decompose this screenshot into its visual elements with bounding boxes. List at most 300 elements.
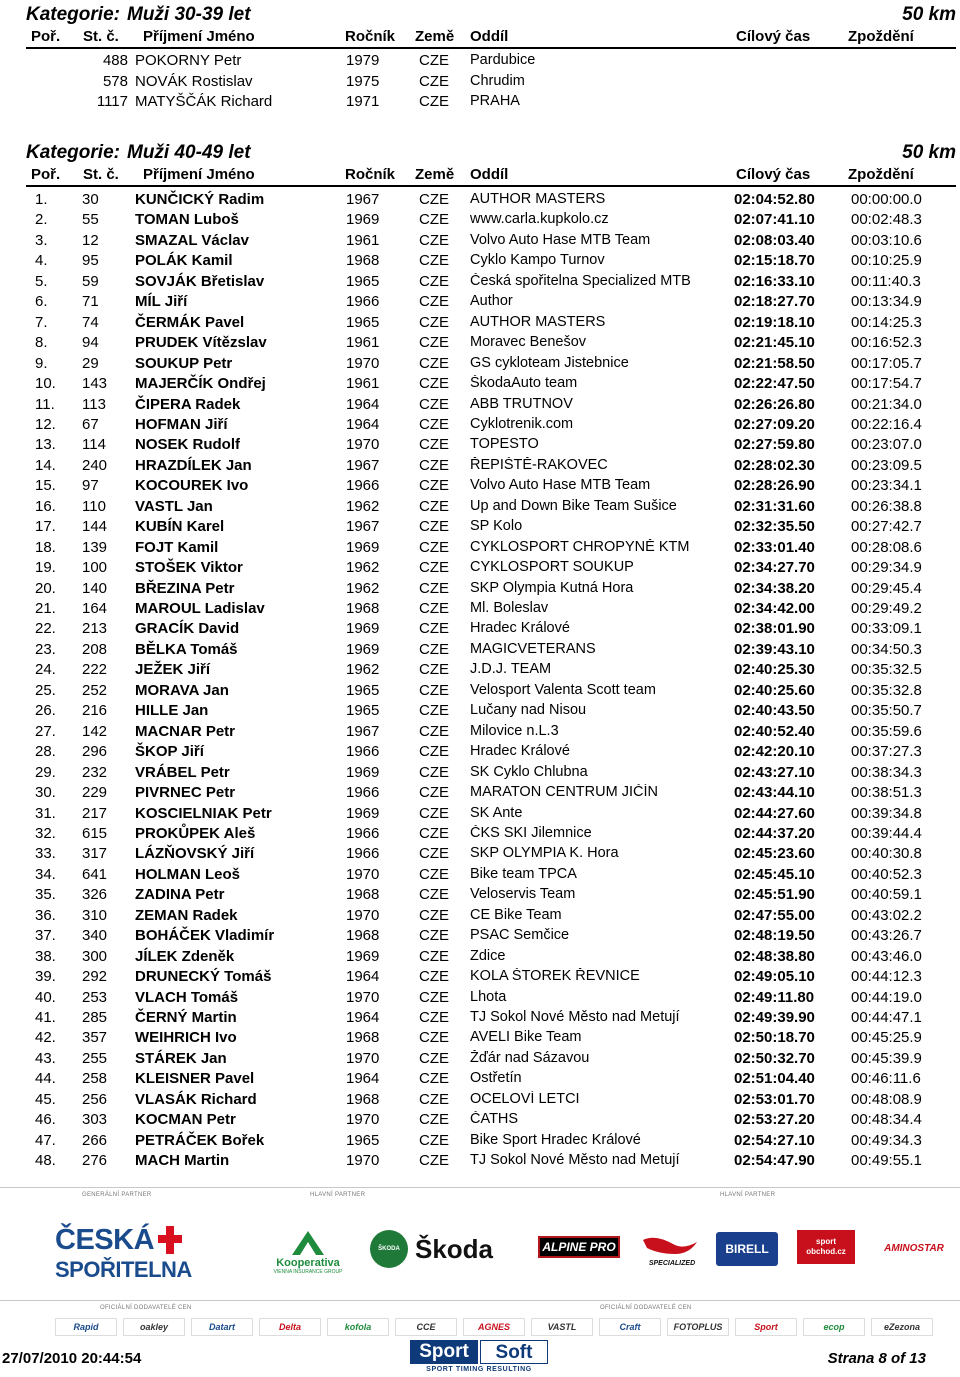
club-cell: CE Bike Team	[470, 906, 562, 923]
delay-cell: 00:46:11.6	[851, 1070, 921, 1088]
delay-cell: 00:35:32.5	[851, 661, 922, 679]
club-cell: Zdice	[470, 947, 506, 964]
bib-cell: 139	[82, 538, 108, 556]
year-cell: 1966	[346, 743, 380, 761]
year-cell: 1968	[346, 252, 380, 270]
country-cell: CZE	[419, 1152, 449, 1170]
rank-cell: 14.	[35, 456, 56, 474]
country-cell: CZE	[419, 538, 449, 556]
club-cell: Moravec Benešov	[470, 334, 587, 351]
supplier-logo: VASTL	[531, 1318, 593, 1336]
table-row	[0, 743, 960, 763]
bib-cell: 303	[82, 1111, 108, 1129]
table-row	[0, 641, 960, 661]
delay-cell: 00:03:10.6	[851, 231, 922, 249]
alpine-pro-logo: ALPINE PRO	[538, 1236, 620, 1258]
delay-cell: 00:43:26.7	[851, 927, 922, 945]
ceska-text: ČESKÁ	[55, 1223, 155, 1256]
delay-cell: 00:49:34.3	[851, 1131, 922, 1149]
year-cell: 1962	[346, 661, 380, 679]
finish-time-cell: 02:34:27.70	[734, 559, 815, 577]
bib-cell: 578	[102, 72, 128, 90]
club-cell: Ostřetín	[470, 1070, 522, 1087]
bib-cell: 208	[82, 640, 108, 658]
bib-cell: 1117	[96, 93, 128, 111]
table-row	[0, 907, 960, 927]
delay-cell: 00:44:12.3	[851, 968, 922, 986]
name-cell: BĚLKA Tomáš	[135, 640, 238, 658]
delay-cell: 00:43:46.0	[851, 947, 922, 965]
year-cell: 1969	[346, 947, 380, 965]
finish-time-cell: 02:45:51.90	[734, 886, 815, 904]
club-cell: SKP OLYMPIA K. Hora	[470, 845, 619, 862]
name-cell: KOSCIELNIAK Petr	[135, 804, 272, 822]
header-rule	[26, 185, 956, 187]
rank-cell: 6.	[35, 293, 48, 311]
rank-cell: 31.	[35, 804, 56, 822]
bib-cell: 67	[82, 415, 99, 433]
rank-cell: 15.	[35, 477, 56, 495]
bib-cell: 641	[82, 865, 108, 883]
main-partner-label-right: HLAVNÍ PARTNER	[720, 1192, 776, 1198]
rank-cell: 43.	[35, 1049, 56, 1067]
finish-time-cell: 02:18:27.70	[734, 293, 815, 311]
table-row	[0, 518, 960, 538]
suppliers-label: OFICIÁLNÍ DODAVATELÉ CEN	[100, 1305, 192, 1311]
country-cell: CZE	[419, 559, 449, 577]
club-cell: Author	[470, 293, 513, 310]
name-cell: LÁZŇOVSKÝ Jiří	[135, 845, 255, 863]
country-cell: CZE	[419, 1090, 449, 1108]
country-cell: CZE	[419, 313, 449, 331]
bib-cell: 144	[82, 518, 108, 536]
year-cell: 1975	[346, 72, 380, 90]
finish-time-cell: 02:38:01.90	[734, 620, 815, 638]
country-cell: CZE	[419, 1049, 449, 1067]
name-cell: MAJERČÍK Ondřej	[135, 375, 266, 393]
delay-cell: 00:35:32.8	[851, 681, 922, 699]
bib-cell: 300	[82, 947, 108, 965]
rank-cell: 21.	[35, 600, 56, 617]
name-cell: MACH Martin	[135, 1152, 230, 1170]
category-name: Muži 40-49 let	[127, 142, 251, 163]
club-cell: SK Ante	[470, 804, 523, 821]
club-cell: Volvo Auto Hase MTB Team	[470, 231, 651, 248]
name-cell: SOVJÁK Břetislav	[135, 272, 265, 290]
delay-cell: 00:38:34.3	[851, 763, 922, 781]
name-cell: VRÁBEL Petr	[135, 763, 230, 781]
col-delay-header: Zpoždění	[848, 166, 914, 183]
finish-time-cell: 02:34:38.20	[734, 579, 815, 597]
supplier-logo: CCE	[395, 1318, 457, 1336]
bib-cell: 114	[82, 436, 106, 454]
delay-cell: 00:37:27.3	[851, 743, 922, 761]
supplier-logo: eZezona	[871, 1318, 933, 1336]
supplier-logos	[55, 1316, 955, 1338]
bib-cell: 100	[82, 559, 108, 577]
club-cell: TJ Sokol Nové Město nad Metují	[470, 1152, 680, 1169]
bib-cell: 255	[82, 1049, 108, 1067]
sport-obchod-logo: sport obchod.cz	[797, 1230, 855, 1264]
supplier-logo: Delta	[259, 1318, 321, 1336]
supplier-logo: kofola	[327, 1318, 389, 1336]
club-cell: Česká spořitelna Specialized MTB	[470, 272, 691, 289]
table-row	[0, 252, 960, 272]
country-cell: CZE	[419, 456, 449, 474]
name-cell: MÍL Jiří	[135, 293, 188, 311]
year-cell: 1968	[346, 1029, 380, 1047]
delay-cell: 00:40:52.3	[851, 865, 922, 883]
finish-time-cell: 02:21:58.50	[734, 354, 815, 372]
country-cell: CZE	[419, 743, 449, 761]
finish-time-cell: 02:40:25.60	[734, 681, 815, 699]
finish-time-cell: 02:27:59.80	[734, 436, 815, 454]
bib-cell: 357	[82, 1029, 108, 1047]
club-cell: GS cykloteam Jistebnice	[470, 354, 629, 371]
finish-time-cell: 02:44:27.60	[734, 804, 815, 822]
rank-cell: 25.	[35, 681, 56, 699]
table-row	[0, 723, 960, 743]
delay-cell: 00:29:49.2	[851, 600, 922, 617]
table-row	[0, 1111, 960, 1131]
rank-cell: 35.	[35, 886, 56, 904]
club-cell: ČKS SKI Jilemnice	[470, 824, 592, 841]
table-row	[0, 927, 960, 947]
table-row	[0, 764, 960, 784]
year-cell: 1964	[346, 1070, 380, 1088]
country-cell: CZE	[419, 334, 449, 352]
finish-time-cell: 02:43:27.10	[734, 763, 815, 781]
col-year-header: Ročník	[345, 166, 396, 183]
bib-cell: 317	[82, 845, 108, 863]
sportsoft-logo	[410, 1340, 548, 1376]
club-cell: ABB TRUTNOV	[470, 395, 573, 412]
year-cell: 1970	[346, 1152, 380, 1170]
country-cell: CZE	[419, 272, 449, 290]
name-cell: ČERNÝ Martin	[135, 1009, 237, 1026]
table-row	[0, 232, 960, 252]
rank-cell: 4.	[35, 252, 48, 270]
bib-cell: 217	[82, 804, 108, 822]
club-cell: Veloservis Team	[470, 886, 576, 903]
finish-time-cell: 02:48:38.80	[734, 947, 815, 965]
rank-cell: 29.	[35, 763, 56, 781]
year-cell: 1979	[346, 52, 380, 69]
delay-cell: 00:48:34.4	[851, 1111, 922, 1129]
country-cell: CZE	[419, 865, 449, 883]
finish-time-cell: 02:49:05.10	[734, 968, 815, 986]
country-cell: CZE	[419, 354, 449, 372]
finish-time-cell: 02:50:32.70	[734, 1049, 815, 1067]
bib-cell: 222	[82, 661, 108, 679]
table-row	[0, 1029, 960, 1049]
rank-cell: 32.	[35, 824, 56, 842]
club-cell: Bike team TPCA	[470, 865, 577, 882]
bib-cell: 113	[82, 395, 106, 413]
club-cell: ŠkodaAuto team	[470, 375, 578, 392]
rank-cell: 37.	[35, 927, 56, 945]
col-country-header: Země	[415, 166, 455, 183]
finish-time-cell: 02:42:20.10	[734, 743, 815, 761]
supplier-logo: AGNES	[463, 1318, 525, 1336]
club-cell: Hradec Králové	[470, 743, 570, 760]
table-row	[0, 375, 960, 395]
country-cell: CZE	[419, 722, 449, 740]
delay-cell: 00:27:42.7	[851, 518, 922, 536]
delay-cell: 00:49:55.1	[851, 1152, 922, 1170]
year-cell: 1965	[346, 313, 380, 331]
rank-cell: 24.	[35, 661, 56, 679]
bib-cell: 94	[82, 334, 99, 352]
year-cell: 1969	[346, 640, 380, 658]
bib-cell: 216	[82, 702, 108, 720]
table-row	[0, 334, 960, 354]
club-cell: Hradec Králové	[470, 620, 570, 637]
country-cell: CZE	[419, 763, 449, 781]
bib-cell: 266	[82, 1131, 108, 1149]
club-cell: AUTHOR MASTERS	[470, 191, 606, 207]
name-cell: PIVRNEC Petr	[135, 784, 236, 802]
table-row	[0, 396, 960, 416]
year-cell: 1966	[346, 824, 380, 842]
rank-cell: 22.	[35, 620, 56, 638]
country-cell: CZE	[419, 1111, 449, 1129]
country-cell: CZE	[419, 600, 449, 617]
club-cell: ŘEPIŠTĚ-RAKOVEC	[470, 456, 608, 473]
table-row	[0, 580, 960, 600]
table-row	[0, 73, 960, 93]
country-cell: CZE	[419, 1009, 449, 1026]
year-cell: 1968	[346, 1090, 380, 1108]
club-cell: SK Cyklo Chlubna	[470, 763, 588, 780]
finish-time-cell: 02:08:03.40	[734, 231, 815, 249]
bib-cell: 326	[82, 886, 108, 904]
club-cell: Ml. Boleslav	[470, 600, 549, 616]
delay-cell: 00:40:30.8	[851, 845, 922, 863]
supplier-logo: FOTOPLUS	[667, 1318, 729, 1336]
finish-time-cell: 02:16:33.10	[734, 272, 815, 290]
name-cell: KOCMAN Petr	[135, 1111, 236, 1129]
finish-time-cell: 02:44:37.20	[734, 824, 815, 842]
club-cell: Milovice n.L.3	[470, 722, 559, 739]
col-club-header: Oddíl	[470, 28, 509, 45]
club-cell: ČATHS	[470, 1111, 519, 1128]
delay-cell: 00:14:25.3	[851, 313, 922, 331]
club-cell: www.carla.kupkolo.cz	[470, 211, 609, 228]
name-cell: NOSEK Rudolf	[135, 436, 240, 454]
rank-cell: 11.	[35, 395, 55, 413]
year-cell: 1969	[346, 804, 380, 822]
name-cell: VLACH Tomáš	[135, 988, 239, 1006]
delay-cell: 00:45:25.9	[851, 1029, 922, 1047]
country-cell: CZE	[419, 681, 449, 699]
year-cell: 1970	[346, 988, 380, 1006]
country-cell: CZE	[419, 1131, 449, 1149]
bib-cell: 164	[82, 600, 108, 617]
name-cell: NOVÁK Rostislav	[135, 72, 253, 90]
name-cell: BOHÁČEK Vladimír	[135, 927, 275, 945]
country-cell: CZE	[419, 231, 449, 249]
finish-time-cell: 02:40:52.40	[734, 722, 815, 740]
rank-cell: 42.	[35, 1029, 56, 1047]
table-row	[0, 886, 960, 906]
delay-cell: 00:40:59.1	[851, 886, 922, 904]
rank-cell: 13.	[35, 436, 56, 454]
table-row	[0, 293, 960, 313]
col-name-header: Příjmení Jméno	[143, 28, 255, 45]
page-number: Strana 8 of 13	[827, 1350, 926, 1367]
sporitelna-text: SPOŘITELNA	[55, 1256, 192, 1282]
delay-cell: 00:11:40.3	[851, 272, 921, 290]
category-label: Kategorie:	[26, 142, 120, 163]
club-cell: MARATON CENTRUM JIČÍN	[470, 784, 658, 801]
kooperativa-icon	[288, 1229, 328, 1257]
table-row	[0, 559, 960, 579]
finish-time-cell: 02:40:43.50	[734, 702, 815, 720]
ceska-sporitelna-logo	[55, 1222, 205, 1284]
delay-cell: 00:35:50.7	[851, 702, 922, 720]
country-cell: CZE	[419, 579, 449, 597]
club-cell: MAGICVETERANS	[470, 640, 596, 657]
rank-cell: 34.	[35, 865, 56, 883]
rank-cell: 2.	[35, 211, 48, 229]
bib-cell: 55	[82, 211, 99, 229]
finish-time-cell: 02:22:47.50	[734, 375, 815, 393]
year-cell: 1970	[346, 436, 380, 454]
bib-cell: 71	[82, 293, 99, 311]
name-cell: ČIPERA Radek	[135, 395, 241, 413]
rank-cell: 16.	[35, 497, 56, 515]
main-partner-label: HLAVNÍ PARTNER	[310, 1192, 366, 1198]
bib-cell: 140	[82, 579, 108, 597]
year-cell: 1965	[346, 272, 380, 290]
rank-cell: 33.	[35, 845, 56, 863]
club-cell: SP Kolo	[470, 518, 523, 535]
rank-cell: 48.	[35, 1152, 56, 1170]
name-cell: POLÁK Kamil	[135, 252, 233, 270]
club-cell: SKP Olympia Kutná Hora	[470, 579, 634, 596]
delay-cell: 00:16:52.3	[851, 334, 922, 352]
finish-time-cell: 02:54:27.10	[734, 1131, 815, 1149]
kooperativa-text: Kooperativa	[276, 1257, 340, 1269]
col-rank-header: Poř.	[31, 28, 61, 45]
delay-cell: 00:45:39.9	[851, 1049, 922, 1067]
country-cell: CZE	[419, 886, 449, 904]
rank-cell: 28.	[35, 743, 56, 761]
rank-cell: 1.	[35, 191, 48, 208]
table-row	[0, 866, 960, 886]
delay-cell: 00:29:45.4	[851, 579, 922, 597]
country-cell: CZE	[419, 395, 449, 413]
kooperativa-sub: VIENNA INSURANCE GROUP	[273, 1269, 343, 1275]
name-cell: KUBÍN Karel	[135, 518, 225, 536]
kooperativa-logo	[262, 1226, 354, 1278]
table-row	[0, 436, 960, 456]
year-cell: 1967	[346, 722, 380, 740]
bib-cell: 59	[82, 272, 99, 290]
bib-cell: 296	[82, 743, 108, 761]
rank-cell: 20.	[35, 579, 56, 597]
name-cell: BŘEZINA Petr	[135, 579, 235, 597]
table-row	[0, 784, 960, 804]
bib-cell: 74	[82, 313, 99, 331]
name-cell: ZADINA Petr	[135, 886, 225, 904]
country-cell: CZE	[419, 702, 449, 720]
supplier-logo: Sport	[735, 1318, 797, 1336]
rank-cell: 40.	[35, 988, 56, 1006]
country-cell: CZE	[419, 497, 449, 515]
col-time-header: Cílový čas	[736, 166, 811, 183]
year-cell: 1970	[346, 906, 380, 924]
supplier-logo: oakley	[123, 1318, 185, 1336]
delay-cell: 00:33:09.1	[851, 620, 922, 638]
bib-cell: 110	[82, 497, 106, 515]
bib-cell: 276	[82, 1152, 108, 1170]
sportsoft-right-block: Soft	[480, 1340, 548, 1364]
country-cell: CZE	[419, 93, 449, 111]
year-cell: 1964	[346, 968, 380, 986]
finish-time-cell: 02:32:35.50	[734, 518, 815, 536]
country-cell: CZE	[419, 620, 449, 638]
name-cell: MACNAR Petr	[135, 722, 236, 740]
specialized-logo	[632, 1232, 712, 1270]
year-cell: 1969	[346, 211, 380, 229]
club-cell: Cyklo Kampo Turnov	[470, 252, 605, 269]
table-row	[0, 1132, 960, 1152]
delay-cell: 00:28:08.6	[851, 538, 922, 556]
col-year-header: Ročník	[345, 28, 396, 45]
rank-cell: 39.	[35, 968, 56, 986]
delay-cell: 00:38:51.3	[851, 784, 922, 802]
name-cell: PROKŮPEK Aleš	[135, 824, 256, 842]
year-cell: 1966	[346, 845, 380, 863]
rank-cell: 47.	[35, 1131, 56, 1149]
club-cell: AUTHOR MASTERS	[470, 313, 606, 330]
club-cell: Pardubice	[470, 52, 536, 68]
col-time-header: Cílový čas	[736, 28, 811, 45]
finish-time-cell: 02:45:45.10	[734, 865, 815, 883]
name-cell: HOFMAN Jiří	[135, 415, 228, 433]
year-cell: 1962	[346, 559, 380, 577]
year-cell: 1969	[346, 538, 380, 556]
country-cell: CZE	[419, 436, 449, 454]
supplier-logo: Datart	[191, 1318, 253, 1336]
name-cell: MORAVA Jan	[135, 681, 229, 699]
name-cell: ČERMÁK Pavel	[135, 313, 245, 331]
finish-time-cell: 02:28:02.30	[734, 456, 815, 474]
general-partner-label: GENERÁLNÍ PARTNER	[82, 1192, 152, 1198]
bib-cell: 285	[82, 1009, 108, 1026]
club-cell: J.D.J. TEAM	[470, 661, 552, 678]
club-cell: PSAC Semčice	[470, 927, 570, 944]
finish-time-cell: 02:21:45.10	[734, 334, 815, 352]
year-cell: 1961	[346, 334, 380, 352]
table-row	[0, 93, 960, 113]
rank-cell: 26.	[35, 702, 56, 720]
year-cell: 1970	[346, 1049, 380, 1067]
rank-cell: 23.	[35, 640, 56, 658]
skoda-logo: Škoda	[414, 1233, 494, 1264]
category-name: Muži 30-39 let	[127, 4, 251, 25]
club-cell: Up and Down Bike Team Sušice	[470, 497, 677, 514]
finish-time-cell: 02:48:19.50	[734, 927, 815, 945]
bib-cell: 143	[82, 375, 108, 393]
delay-cell: 00:44:47.1	[851, 1009, 922, 1026]
club-cell: Volvo Auto Hase MTB Team	[470, 477, 651, 494]
country-cell: CZE	[419, 988, 449, 1006]
rank-cell: 8.	[35, 334, 48, 352]
table-row	[0, 457, 960, 477]
